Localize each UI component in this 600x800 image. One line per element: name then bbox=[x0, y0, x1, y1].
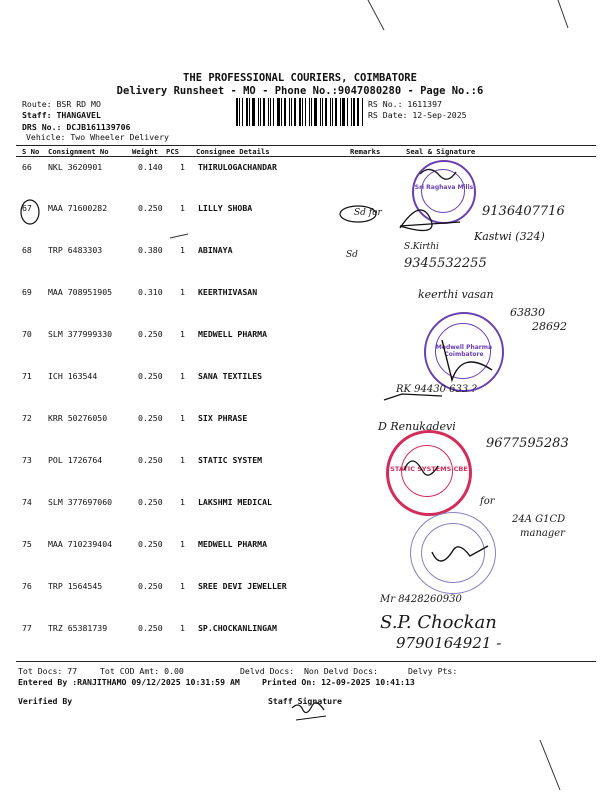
row-sno: 75 bbox=[22, 539, 32, 549]
route: Route: BSR RD MO bbox=[22, 99, 101, 109]
stamp-text: Medwell Pharma Coimbatore bbox=[435, 344, 493, 358]
row-weight: 0.310 bbox=[138, 287, 163, 297]
row-sno: 67 bbox=[22, 203, 32, 213]
row-sno: 76 bbox=[22, 581, 32, 591]
row-pcs: 1 bbox=[180, 203, 185, 213]
row-weight: 0.250 bbox=[138, 539, 163, 549]
handwriting-row-68-a: S.Kirthi bbox=[404, 242, 439, 252]
total-docs: Tot Docs: 77 bbox=[18, 666, 78, 676]
staff-signature: Staff Signature bbox=[268, 696, 342, 706]
row-sno: 73 bbox=[22, 455, 32, 465]
row-consignee: STATIC SYSTEM bbox=[198, 455, 263, 465]
row-pcs: 1 bbox=[180, 623, 185, 633]
row-consignee: MEDWELL PHARMA bbox=[198, 329, 268, 339]
row-weight: 0.250 bbox=[138, 203, 163, 213]
col-remarks: Remarks bbox=[350, 147, 381, 156]
printed-on: Printed On: 12-09-2025 10:41:13 bbox=[262, 677, 415, 687]
row-weight: 0.140 bbox=[138, 162, 163, 172]
vehicle: Vehicle: Two Wheeler Delivery bbox=[26, 132, 169, 142]
row-weight: 0.250 bbox=[138, 329, 163, 339]
handwriting-row-77-b: 9790164921 - bbox=[396, 634, 502, 652]
row-sno: 70 bbox=[22, 329, 32, 339]
rs-date: RS Date: 12-Sep-2025 bbox=[368, 110, 467, 120]
drs-number: DRS No.: DCJB161139706 bbox=[22, 122, 131, 132]
verified-by: Verified By bbox=[18, 696, 73, 706]
row-weight: 0.250 bbox=[138, 455, 163, 465]
col-consignment: Consignment No bbox=[48, 147, 109, 156]
row-weight: 0.250 bbox=[138, 581, 163, 591]
row-consignment: NKL 3620901 bbox=[48, 162, 103, 172]
row-weight: 0.380 bbox=[138, 245, 163, 255]
handwriting-row-76: Mr 8428260930 bbox=[380, 594, 462, 605]
handwriting-row-67-a: Sd for bbox=[354, 208, 382, 218]
row-weight: 0.250 bbox=[138, 371, 163, 381]
delivered-docs: Delvd Docs: bbox=[240, 666, 295, 676]
col-consignee: Consignee Details bbox=[196, 147, 270, 156]
col-pcs: PCS bbox=[166, 147, 179, 156]
stamp-text: STATIC SYSTEMS CBE bbox=[390, 465, 468, 473]
row-pcs: 1 bbox=[180, 162, 185, 172]
non-delivered-docs: Non Delvd Docs: bbox=[304, 666, 378, 676]
handwriting-row-70-b: 28692 bbox=[532, 320, 567, 333]
row-consignment: KRR 50276050 bbox=[48, 413, 108, 423]
row-sno: 69 bbox=[22, 287, 32, 297]
row-pcs: 1 bbox=[180, 413, 185, 423]
handwriting-row-69: keerthi vasan bbox=[418, 288, 494, 301]
row-pcs: 1 bbox=[180, 455, 185, 465]
row-consignee: LAKSHMI MEDICAL bbox=[198, 497, 272, 507]
row-pcs: 1 bbox=[180, 371, 185, 381]
row-sno: 72 bbox=[22, 413, 32, 423]
row-sno: 71 bbox=[22, 371, 32, 381]
delivery-points: Delvy Pts: bbox=[408, 666, 458, 676]
row-consignee: SIX PHRASE bbox=[198, 413, 248, 423]
handwriting-row-74-c: manager bbox=[520, 528, 565, 539]
stamp-text: Sri Raghava Mills bbox=[414, 184, 474, 191]
row-consignment: TRZ 65381739 bbox=[48, 623, 108, 633]
row-sno: 66 bbox=[22, 162, 32, 172]
row-pcs: 1 bbox=[180, 329, 185, 339]
row-weight: 0.250 bbox=[138, 623, 163, 633]
company-name: THE PROFESSIONAL COURIERS, COIMBATORE bbox=[183, 72, 417, 84]
row-consignee: KEERTHIVASAN bbox=[198, 287, 258, 297]
row-consignment: SLM 377697060 bbox=[48, 497, 113, 507]
row-consignee: ABINAYA bbox=[198, 245, 233, 255]
row-sno: 74 bbox=[22, 497, 32, 507]
row-pcs: 1 bbox=[180, 287, 185, 297]
row-consignment: ICH 163544 bbox=[48, 371, 98, 381]
row-consignee: LILLY SHOBA bbox=[198, 203, 253, 213]
row-consignee: MEDWELL PHARMA bbox=[198, 539, 268, 549]
row-consignee: THIRULOGACHANDAR bbox=[198, 162, 277, 172]
row-consignment: TRP 1564545 bbox=[48, 581, 103, 591]
row-pcs: 1 bbox=[180, 581, 185, 591]
handwriting-row-72-b: 9677595283 bbox=[486, 436, 569, 451]
row-consignment: POL 1726764 bbox=[48, 455, 103, 465]
rs-number: RS No.: 1611397 bbox=[368, 99, 442, 109]
row-consignment: SLM 377999330 bbox=[48, 329, 113, 339]
row-sno: 68 bbox=[22, 245, 32, 255]
handwriting-row-74-a: for bbox=[480, 496, 495, 507]
handwriting-row-71: RK 94430 633 ? bbox=[396, 384, 477, 395]
row-consignment: MAA 708951905 bbox=[48, 287, 113, 297]
col-weight: Weight bbox=[132, 147, 158, 156]
col-seal-signature: Seal & Signature bbox=[406, 147, 476, 156]
handwriting-row-67-c: Kastwi (324) bbox=[474, 230, 545, 243]
row-weight: 0.250 bbox=[138, 413, 163, 423]
row-pcs: 1 bbox=[180, 245, 185, 255]
row-weight: 0.250 bbox=[138, 497, 163, 507]
staff: Staff: THANGAVEL bbox=[22, 110, 101, 120]
row-consignee: SREE DEVI JEWELLER bbox=[198, 581, 287, 591]
handwriting-row-77-a: S.P. Chockan bbox=[380, 612, 497, 633]
row-pcs: 1 bbox=[180, 497, 185, 507]
handwriting-row-72-a: D Renukadevi bbox=[378, 420, 456, 433]
handwriting-row-68-b: Sd bbox=[346, 250, 358, 260]
entered-by: Entered By :RANJITHAMO 09/12/2025 10:31:59 AM bbox=[18, 677, 240, 687]
handwriting-row-74-b: 24A G1CD bbox=[512, 514, 566, 525]
row-consignment: MAA 710239404 bbox=[48, 539, 113, 549]
row-consignee: SANA TEXTILES bbox=[198, 371, 263, 381]
handwriting-row-67-b: 9136407716 bbox=[482, 204, 565, 219]
handwriting-row-70-a: 63830 bbox=[510, 306, 545, 319]
row-pcs: 1 bbox=[180, 539, 185, 549]
row-consignment: MAA 71600282 bbox=[48, 203, 108, 213]
col-sno: S No bbox=[22, 147, 40, 156]
row-sno: 77 bbox=[22, 623, 32, 633]
row-consignment: TRP 6483303 bbox=[48, 245, 103, 255]
footer-divider bbox=[16, 661, 596, 662]
total-cod-amount: Tot COD Amt: 0.00 bbox=[100, 666, 184, 676]
handwriting-row-68-c: 9345532255 bbox=[404, 256, 487, 271]
row-consignee: SP.CHOCKANLINGAM bbox=[198, 623, 277, 633]
runsheet-title: Delivery Runsheet - MO - Phone No.:9047080280 - Page No.:6 bbox=[116, 85, 484, 97]
